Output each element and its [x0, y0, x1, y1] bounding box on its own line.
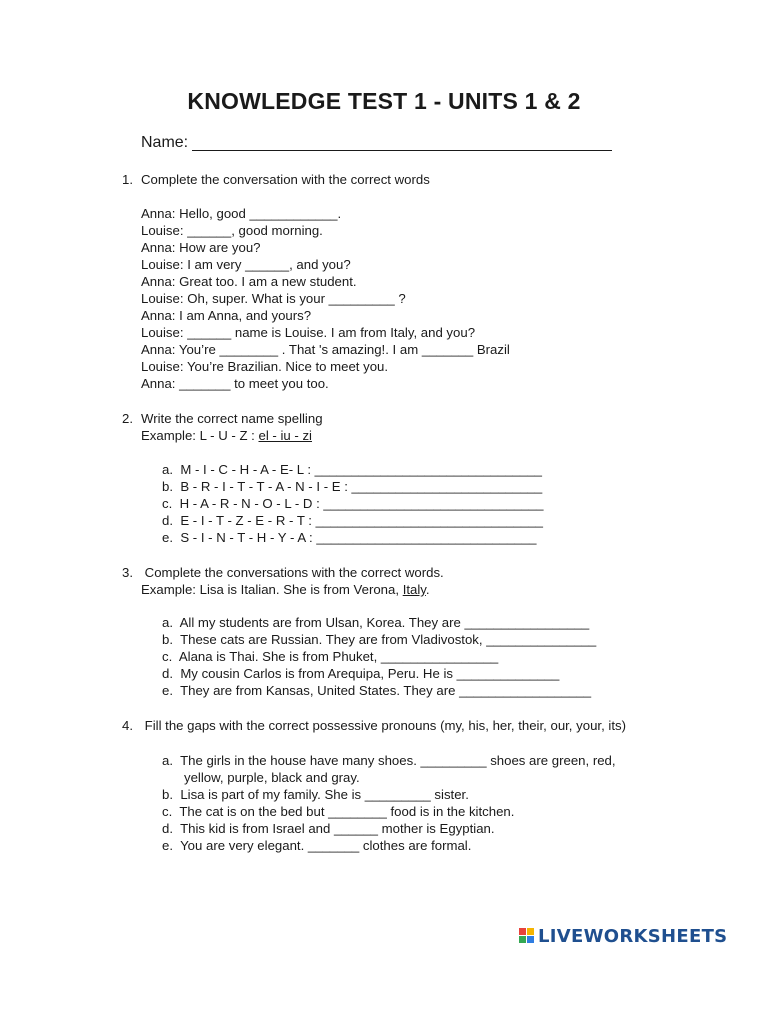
dialogue-line: Anna: You’re ________ . That 's amazing!. I am _______ Brazil — [141, 342, 510, 357]
list-item: c. The cat is on the bed but ________ food is in the kitchen. — [162, 804, 515, 819]
list-item-continuation: yellow, purple, black and gray. — [162, 770, 360, 785]
list-item: d. E - I - T - Z - E - R - T : _______________________________ — [162, 513, 543, 528]
section-2-number: 2. — [122, 411, 133, 426]
dialogue-line: Louise: ______ name is Louise. I am from Italy, and you? — [141, 325, 476, 340]
list-item: b. B - R - I - T - T - A - N - I - E : __________________________ — [162, 479, 543, 494]
page-title: KNOWLEDGE TEST 1 - UNITS 1 & 2 — [187, 88, 581, 114]
list-item: b. Lisa is part of my family. She is _________ sister. — [162, 787, 469, 802]
list-item: b. These cats are Russian. They are from Vladivostok, _______________ — [162, 632, 597, 647]
dialogue-line: Anna: _______ to meet you too. — [141, 376, 329, 391]
example-suffix: . — [425, 582, 430, 597]
example-answer: Italy — [402, 582, 426, 597]
section-3-example — [141, 581, 430, 598]
section-1-heading: Complete the conversation with the correct words — [141, 172, 430, 187]
list-item: c. Alana is Thai. She is from Phuket, ________________ — [162, 649, 499, 664]
logo-squares-icon — [519, 928, 535, 944]
list-item: a. All my students are from Ulsan, Korea. They are _________________ — [162, 615, 590, 630]
list-item: e. You are very elegant. _______ clothes are formal. — [162, 838, 472, 853]
list-item: d. This kid is from Israel and ______ mother is Egyptian. — [162, 821, 495, 836]
name-label: Name: — [141, 134, 189, 151]
dialogue-line: Louise: You’re Brazilian. Nice to meet you. — [141, 359, 389, 374]
example-answer: el - iu - zi — [258, 428, 312, 443]
list-item: a. The girls in the house have many shoes. _________ shoes are green, red, — [162, 753, 616, 768]
dialogue-line: Anna: Hello, good ____________. — [141, 206, 342, 221]
section-4-number: 4. — [122, 718, 133, 733]
example-prefix: Example: Lisa is Italian. She is from Verona, — [141, 582, 403, 597]
section-3-number: 3. — [122, 565, 133, 580]
section-4-heading: Fill the gaps with the correct possessive pronouns (my, his, her, their, our, your, its) — [141, 718, 626, 733]
list-item: e. They are from Kansas, United States. They are __________________ — [162, 683, 592, 698]
list-item: e. S - I - N - T - H - Y - A : ______________________________ — [162, 530, 537, 545]
dialogue-line: Anna: Great too. I am a new student. — [141, 274, 357, 289]
section-3-heading: Complete the conversations with the correct words. — [141, 565, 444, 580]
example-prefix: Example: L - U - Z : — [141, 428, 259, 443]
section-2-example — [141, 427, 312, 444]
section-1-number: 1. — [122, 172, 133, 187]
dialogue-line: Anna: How are you? — [141, 240, 261, 255]
list-item: c. H - A - R - N - O - L - D : ______________________________ — [162, 496, 544, 511]
dialogue-line: Louise: I am very ______, and you? — [141, 257, 351, 272]
logo-text: LIVEWORKSHEETS — [538, 925, 728, 947]
liveworksheets-logo — [519, 925, 727, 947]
list-item: d. My cousin Carlos is from Arequipa, Peru. He is ______________ — [162, 666, 560, 681]
section-2-heading: Write the correct name spelling — [141, 411, 323, 426]
name-input-line[interactable] — [192, 150, 612, 151]
dialogue-line: Louise: Oh, super. What is your _________ ? — [141, 291, 406, 306]
dialogue-line: Anna: I am Anna, and yours? — [141, 308, 312, 323]
list-item: a. M - I - C - H - A - E- L : _______________________________ — [162, 462, 543, 477]
dialogue-line: Louise: ______, good morning. — [141, 223, 323, 238]
